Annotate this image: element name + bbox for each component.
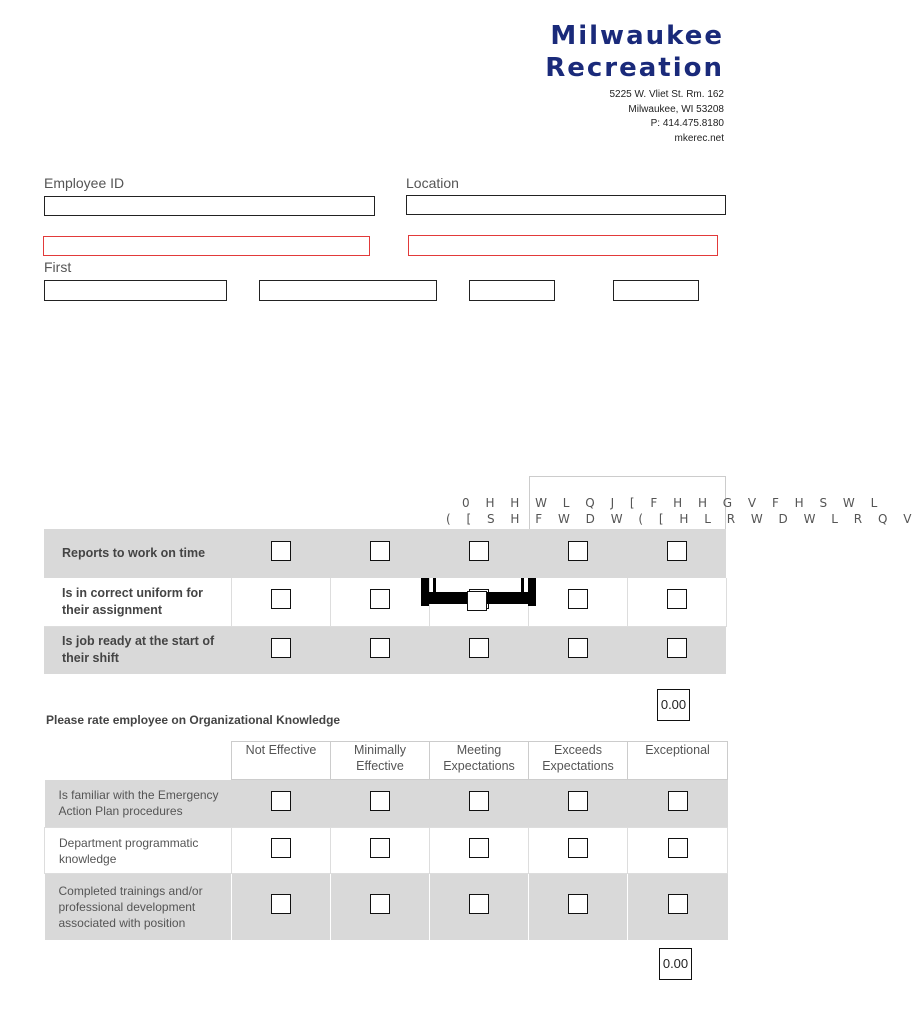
section1-header-row2: ( [ S H F W D W ( [ H L R W D W L R Q V [446,512,917,526]
org-website: mkerec.net [674,132,724,144]
col-header-exceeds-expectations: Exceeds Expectations [529,742,628,780]
rating-checkbox[interactable] [667,589,687,609]
location-input[interactable] [406,195,726,215]
table-row [44,578,726,626]
org-address-block [610,88,725,146]
rating-checkbox[interactable] [271,638,291,658]
rating-checkbox[interactable] [469,541,489,561]
rating-checkbox[interactable] [568,541,588,561]
rating-checkbox[interactable] [271,894,291,914]
table-row [45,780,728,828]
org-address: 5225 W. Vliet St. Rm. 162 [609,89,724,100]
rating-checkbox-overlay[interactable] [467,591,487,611]
first-name-label: First [44,259,72,275]
rating-checkbox[interactable] [370,894,390,914]
first-name-input[interactable] [44,280,227,301]
rating-checkbox[interactable] [469,838,489,858]
org-phone: P: 414.475.8180 [650,118,724,129]
rating-checkbox[interactable] [271,838,291,858]
rating-checkbox[interactable] [668,894,688,914]
section2-rating-table [44,741,728,940]
question-label: Is job ready at the start of their shift [44,626,231,674]
rating-checkbox[interactable] [370,541,390,561]
rating-checkbox[interactable] [370,638,390,658]
col-header-not-effective: Not Effective [232,742,331,780]
required-field-right[interactable] [408,235,718,256]
col-header-meeting-expectations: Meeting Expectations [430,742,529,780]
table-row [45,828,728,874]
rating-checkbox[interactable] [568,791,588,811]
rating-checkbox[interactable] [667,541,687,561]
table-row [44,626,726,674]
rating-checkbox[interactable] [568,589,588,609]
extra-field-2[interactable] [613,280,699,301]
rating-checkbox[interactable] [271,589,291,609]
extra-field-1[interactable] [469,280,555,301]
rating-checkbox[interactable] [469,791,489,811]
rating-checkbox[interactable] [370,791,390,811]
section1-header-row1: 0 H H W L Q J [ F H H G V F H S W L [462,496,884,510]
rating-checkbox[interactable] [271,791,291,811]
last-name-input[interactable] [259,280,437,301]
org-city: Milwaukee, WI 53208 [628,103,724,115]
question-label: Department programmatic knowledge [45,828,232,874]
rating-checkbox[interactable] [568,894,588,914]
rating-checkbox[interactable] [668,791,688,811]
section1-rating-table [44,529,727,674]
col-header-minimally-effective: Minimally Effective [331,742,430,780]
rating-checkbox[interactable] [667,638,687,658]
org-name-line2: Recreation [545,53,724,83]
rating-checkbox[interactable] [370,838,390,858]
org-name-line1: Milwaukee [550,21,724,51]
question-label: Completed trainings and/or professional development associated with position [45,874,232,940]
org-logo-text [545,20,724,84]
employee-id-input[interactable] [44,196,375,216]
section2-title: Please rate employee on Organizational Knowledge [46,713,341,727]
rating-checkbox[interactable] [568,838,588,858]
table-row [45,874,728,940]
question-label: Reports to work on time [44,529,231,578]
rating-checkbox[interactable] [469,638,489,658]
rating-checkbox[interactable] [469,894,489,914]
question-label: Is in correct uniform for their assignment [44,578,231,626]
rating-checkbox[interactable] [271,541,291,561]
rating-checkbox[interactable] [568,638,588,658]
required-field-left[interactable] [43,236,370,256]
employee-id-label: Employee ID [44,175,125,191]
section1-total: 0.00 [657,689,690,721]
location-label: Location [406,175,459,191]
header-row [45,742,728,780]
table-row [44,529,726,578]
col-header-exceptional: Exceptional [628,742,728,780]
question-label: Is familiar with the Emergency Action Plan procedures [45,780,232,828]
rating-checkbox[interactable] [668,838,688,858]
section2-total: 0.00 [659,948,692,980]
rating-checkbox[interactable] [370,589,390,609]
